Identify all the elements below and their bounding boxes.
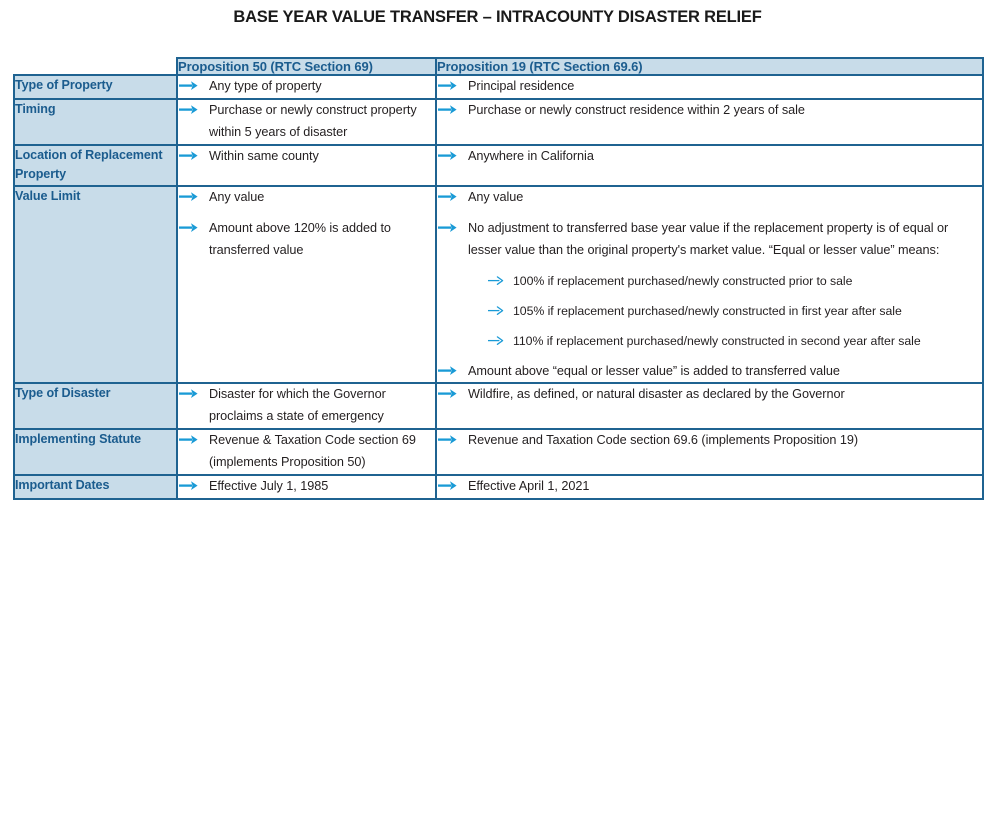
bullet-list	[178, 146, 435, 168]
sub-bullet-item	[486, 271, 982, 292]
sub-bullet-item	[486, 301, 982, 322]
bullet-list	[178, 76, 435, 98]
bullet-text: Principal residence	[468, 79, 575, 93]
bullet-item	[437, 384, 982, 406]
arrow-bullet-icon	[437, 431, 459, 448]
bullet-list	[437, 476, 982, 498]
row-label-5: Implementing Statute	[14, 429, 177, 475]
sub-bullet-text: 105% if replacement purchased/newly constructed in first year after sale	[513, 303, 902, 318]
cell-prop19-5	[436, 429, 983, 475]
arrow-bullet-icon	[178, 431, 200, 448]
table-body	[14, 75, 983, 499]
bullet-text: Revenue and Taxation Code section 69.6 (implements Proposition 19)	[468, 433, 859, 448]
arrow-subbullet-icon	[487, 273, 505, 288]
cell-prop19-3	[436, 186, 983, 383]
cell-prop50-5	[177, 429, 436, 475]
table-header	[14, 58, 983, 75]
bullet-list	[178, 430, 435, 474]
bullet-text: Amount above 120% is added to transferred value	[209, 221, 391, 257]
table-row	[14, 475, 983, 499]
sub-bullet-text: 100% if replacement purchased/newly constructed prior to sale	[513, 273, 853, 288]
bullet-text: Anywhere in California	[468, 148, 594, 163]
table-row	[14, 429, 983, 475]
bullet-list	[178, 476, 435, 498]
bullet-text: No adjustment to transferred base year value if the replacement property is of equal or lesser value than the original property's market value. “Equal or lesser value” means:	[468, 221, 949, 257]
arrow-bullet-icon	[437, 77, 459, 94]
arrow-bullet-icon	[437, 362, 459, 379]
sub-bullet-item	[486, 331, 982, 352]
arrow-bullet-icon	[178, 147, 200, 164]
row-label-2: Location of Replacement Property	[14, 145, 177, 187]
table-row	[14, 186, 983, 383]
bullet-text: Purchase or newly construct residence within 2 years of sale	[468, 102, 805, 117]
bullet-text: Any value	[468, 190, 524, 205]
bullet-text: Any type of property	[209, 79, 322, 93]
bullet-list	[437, 430, 982, 452]
bullet-item	[178, 476, 435, 498]
bullet-list	[178, 187, 435, 262]
arrow-bullet-icon	[178, 101, 200, 118]
bullet-item	[437, 146, 982, 168]
cell-prop50-2	[177, 145, 436, 187]
cell-prop19-2	[436, 145, 983, 187]
sub-bullet-text: 110% if replacement purchased/newly constructed in second year after sale	[513, 333, 921, 348]
arrow-subbullet-icon	[487, 333, 505, 348]
arrow-bullet-icon	[178, 77, 200, 94]
bullet-list	[437, 187, 982, 382]
bullet-list	[178, 384, 435, 428]
bullet-text: Any value	[209, 190, 265, 205]
nested-bullet-group	[486, 271, 982, 352]
table-row	[14, 99, 983, 145]
arrow-bullet-icon	[437, 188, 459, 205]
cell-prop50-3	[177, 186, 436, 383]
cell-prop19-0	[436, 75, 983, 99]
bullet-list	[178, 100, 435, 144]
bullet-item	[178, 430, 435, 474]
bullet-list	[437, 100, 982, 122]
row-label-4: Type of Disaster	[14, 383, 177, 429]
row-label-0: Type of Property	[14, 75, 177, 99]
bullet-item	[178, 146, 435, 168]
bullet-text: Purchase or newly construct property within 5 years of disaster	[209, 102, 417, 139]
header-prop50: Proposition 50 (RTC Section 69)	[177, 58, 436, 75]
arrow-bullet-icon	[437, 101, 459, 118]
bullet-list	[437, 76, 982, 98]
bullet-item	[437, 100, 982, 122]
arrow-bullet-icon	[178, 477, 200, 494]
arrow-bullet-icon	[437, 219, 459, 236]
row-label-3: Value Limit	[14, 186, 177, 383]
arrow-subbullet-icon	[487, 303, 505, 318]
arrow-bullet-icon	[437, 147, 459, 164]
bullet-item	[437, 361, 982, 383]
arrow-bullet-icon	[178, 219, 200, 236]
bullet-item	[437, 476, 982, 498]
arrow-bullet-icon	[178, 385, 200, 402]
bullet-list	[437, 384, 982, 406]
bullet-item	[437, 430, 982, 452]
cell-prop50-4	[177, 383, 436, 429]
table-row	[14, 383, 983, 429]
bullet-item	[178, 76, 435, 98]
bullet-text: Revenue & Taxation Code section 69 (implements Proposition 50)	[209, 433, 416, 469]
header-prop19: Proposition 19 (RTC Section 69.6)	[436, 58, 983, 75]
table-row	[14, 75, 983, 99]
sub-bullet-list	[486, 271, 982, 352]
page-title: BASE YEAR VALUE TRANSFER – INTRACOUNTY DISASTER RELIEF	[233, 8, 762, 26]
header-row	[14, 58, 983, 75]
bullet-text: Within same county	[209, 148, 319, 163]
table-row	[14, 145, 983, 187]
bullet-item	[178, 218, 435, 262]
cell-prop50-6	[177, 475, 436, 499]
bullet-text: Effective April 1, 2021	[468, 478, 590, 493]
bullet-item	[437, 187, 982, 209]
cell-prop50-1	[177, 99, 436, 145]
cell-prop19-4	[436, 383, 983, 429]
row-label-6: Important Dates	[14, 475, 177, 499]
bullet-item	[437, 218, 982, 351]
arrow-bullet-icon	[437, 385, 459, 402]
cell-prop19-6	[436, 475, 983, 499]
bullet-text: Amount above “equal or lesser value” is added to transferred value	[468, 363, 840, 378]
bullet-item	[437, 76, 982, 98]
cell-prop19-1	[436, 99, 983, 145]
bullet-text: Disaster for which the Governor proclaims a state of emergency	[209, 387, 386, 424]
row-label-1: Timing	[14, 99, 177, 145]
bullet-item	[178, 187, 435, 209]
arrow-bullet-icon	[178, 188, 200, 205]
arrow-bullet-icon	[437, 477, 459, 494]
bullet-text: Wildfire, as defined, or natural disaster as declared by the Governor	[468, 387, 845, 402]
bullet-text: Effective July 1, 1985	[209, 478, 329, 493]
bullet-item	[178, 384, 435, 428]
bullet-item	[178, 100, 435, 144]
comparison-table	[13, 57, 984, 500]
cell-prop50-0	[177, 75, 436, 99]
bullet-list	[437, 146, 982, 168]
header-corner-spacer	[14, 58, 177, 75]
